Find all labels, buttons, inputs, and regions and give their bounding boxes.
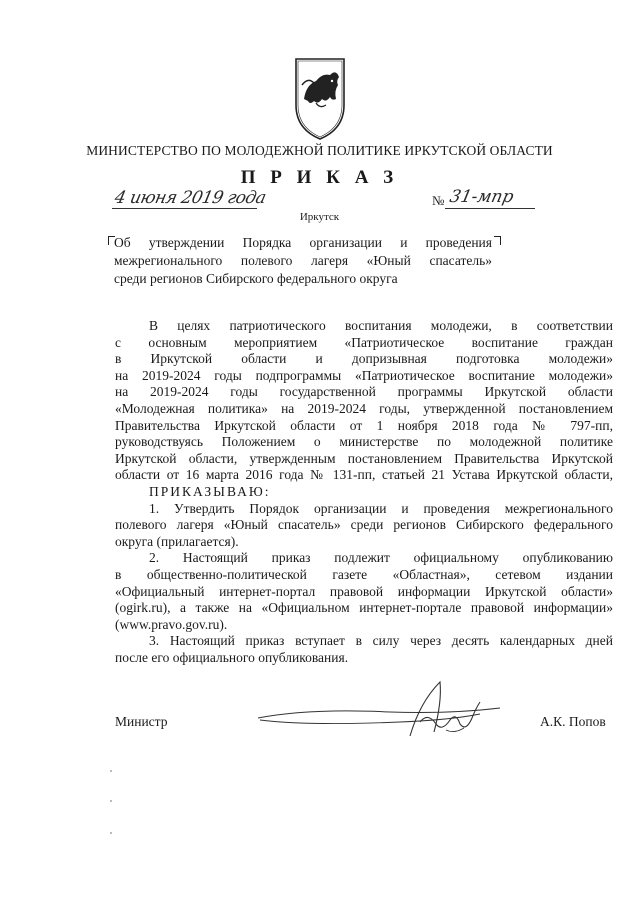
order-subject [114, 234, 492, 288]
subject-corner-right [494, 236, 501, 245]
subject-line: среди регионов Сибирского федерального округа [114, 271, 398, 286]
preamble-line: руководствуясь Положением о министерстве по молодежной политике [115, 434, 613, 450]
signatory-position: Министр [115, 714, 168, 729]
item1-line: округа (прилагается). [115, 533, 239, 549]
coat-of-arms-icon [292, 55, 348, 141]
number-sign: № [432, 193, 445, 208]
item3-line: 3. Настоящий приказ вступает в силу через десять календарных дней [149, 633, 613, 649]
preamble-line: в Иркутской области и допризывная подготовка молодежи» [115, 351, 613, 367]
item2-line: (ogirk.ru), а также на «Официальном интернет-портале правовой информации» [115, 600, 613, 616]
ministry-name: МИНИСТЕРСТВО ПО МОЛОДЕЖНОЙ ПОЛИТИКЕ ИРКУТСКОЙ ОБЛАСТИ [86, 143, 553, 158]
item2-line: «Официальный интернет-портал правовой информации Иркутской области» [115, 583, 613, 599]
number-underline [445, 208, 535, 209]
city: Иркутск [299, 211, 340, 223]
subject-line: межрегионального полевого лагеря «Юный спасатель» [114, 253, 492, 268]
item2-line: 2. Настоящий приказ подлежит официальному опубликованию [149, 550, 613, 566]
preamble-line: на 2019-2024 годы подпрограммы «Патриотическое воспитание молодежи» [115, 367, 613, 383]
item1-line: полевого лагеря «Юный спасатель» среди регионов Сибирского федерального [115, 517, 613, 533]
command-word: ПРИКАЗЫВАЮ: [149, 483, 271, 499]
signature-image [250, 672, 510, 752]
document-type: П Р И К А З [240, 167, 399, 188]
preamble-line: В целях патриотического воспитания молодежи, в соответствии [149, 318, 613, 333]
order-body [115, 318, 613, 666]
scan-mark [110, 770, 112, 772]
scan-mark [110, 800, 112, 802]
preamble-line: Правительства Иркутской области от 1 ноября 2018 года № 797-пп, [115, 417, 613, 433]
preamble-line: Иркутской области, утвержденным постановлением Правительства Иркутской [115, 450, 613, 466]
preamble-line: области от 16 марта 2016 года № 131-пп, статьей 21 Устава Иркутской области, [115, 467, 613, 483]
order-date: 4 июня 2019 года [112, 188, 268, 208]
subject-line: Об утверждении Порядка организации и проведения [114, 235, 492, 250]
order-number: 31-мпр [447, 187, 516, 207]
scan-mark [110, 832, 112, 834]
item2-line: в общественно-политической газете «Областная», сетевом издании [115, 566, 613, 582]
item2-line: (www.pravo.gov.ru). [115, 616, 228, 632]
signatory-name: А.К. Попов [540, 714, 606, 729]
preamble-line: с основным мероприятием «Патриотическое воспитание граждан [115, 334, 613, 350]
item1-line: 1. Утвердить Порядок организации и проведения межрегионального [149, 500, 613, 516]
item3-line: после его официального опубликования. [115, 649, 349, 665]
preamble-line: на 2019-2024 годы государственной программы Иркутской области [115, 384, 613, 400]
preamble-line: «Молодежная политика» на 2019-2024 годы, утвержденной постановлением [115, 400, 613, 416]
date-underline [112, 208, 257, 209]
